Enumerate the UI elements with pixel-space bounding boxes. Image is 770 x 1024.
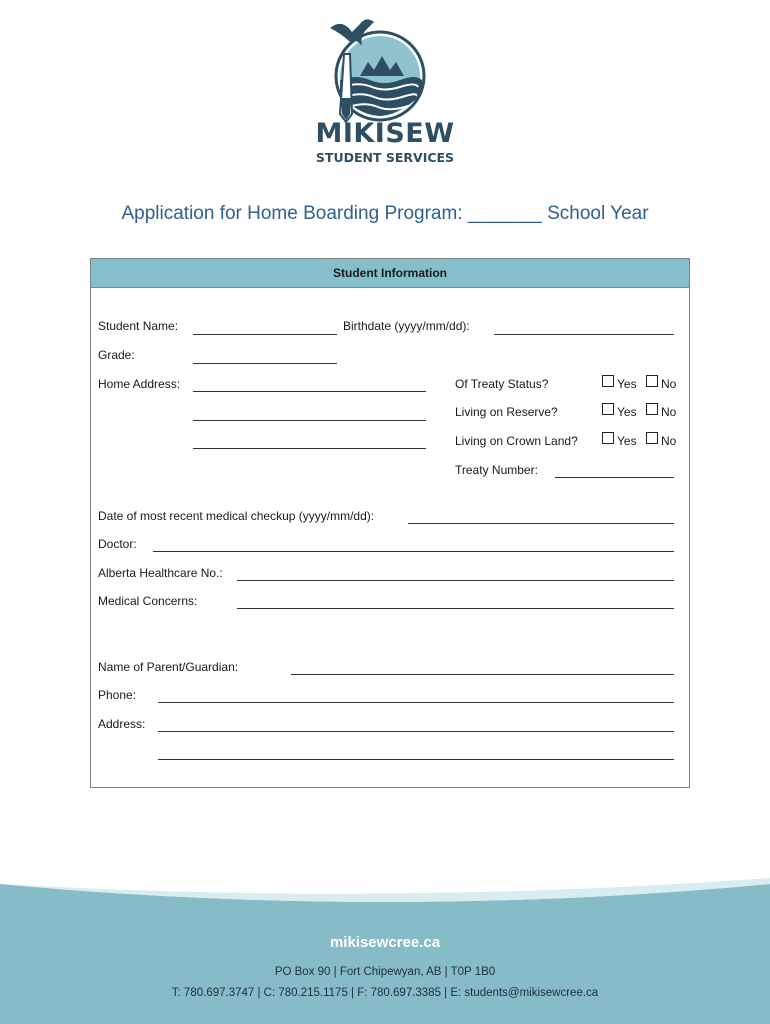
- footer-contact: T: 780.697.3747 | C: 780.215.1175 | F: 780.697.3385 | E: students@mikisewcree.ca: [171, 987, 599, 999]
- crown-land-yes-label: Yes: [617, 434, 637, 448]
- treaty-status-yes-checkbox[interactable]: [602, 375, 614, 387]
- crown-land-label: Living on Crown Land?: [455, 434, 578, 448]
- address-field-2[interactable]: [158, 759, 674, 760]
- treaty-status-yes-label: Yes: [617, 377, 637, 391]
- footer-address: PO Box 90 | Fort Chipewyan, AB | T0P 1B0: [274, 966, 496, 978]
- treaty-number-field[interactable]: [555, 477, 674, 478]
- home-address-field-2[interactable]: [193, 420, 426, 421]
- grade-label: Grade:: [98, 348, 135, 362]
- living-reserve-yes-checkbox[interactable]: [602, 403, 614, 415]
- brand-subtitle: STUDENT SERVICES: [315, 150, 455, 165]
- crown-land-yes-checkbox[interactable]: [602, 432, 614, 444]
- doctor-field[interactable]: [153, 551, 674, 552]
- brand-name: MIKISEW: [315, 118, 455, 149]
- medical-checkup-field[interactable]: [408, 523, 674, 524]
- treaty-number-label: Treaty Number:: [455, 463, 538, 477]
- doctor-label: Doctor:: [98, 537, 137, 551]
- living-reserve-no-checkbox[interactable]: [646, 403, 658, 415]
- living-reserve-no-label: No: [661, 405, 677, 419]
- medical-concerns-field[interactable]: [237, 608, 674, 609]
- treaty-status-no-checkbox[interactable]: [646, 375, 658, 387]
- medical-checkup-label: Date of most recent medical checkup (yyyy/mm/dd):: [98, 509, 375, 523]
- student-information-form: [90, 258, 690, 788]
- student-name-label: Student Name:: [98, 319, 179, 333]
- healthcare-label: Alberta Healthcare No.:: [98, 566, 223, 580]
- parent-label: Name of Parent/Guardian:: [98, 660, 239, 674]
- crown-land-no-label: No: [661, 434, 677, 448]
- birthdate-field[interactable]: [494, 334, 674, 335]
- grade-field[interactable]: [193, 363, 337, 364]
- home-address-label: Home Address:: [98, 377, 181, 391]
- birthdate-label: Birthdate (yyyy/mm/dd):: [343, 319, 470, 333]
- footer-website[interactable]: mikisewcree.ca: [329, 934, 441, 951]
- home-address-field-1[interactable]: [193, 391, 426, 392]
- address-label: Address:: [98, 717, 146, 731]
- treaty-status-label: Of Treaty Status?: [455, 377, 549, 391]
- crown-land-no-checkbox[interactable]: [646, 432, 658, 444]
- home-address-field-3[interactable]: [193, 448, 426, 449]
- address-field-1[interactable]: [158, 731, 674, 732]
- living-reserve-yes-label: Yes: [617, 405, 637, 419]
- living-reserve-label: Living on Reserve?: [455, 405, 558, 419]
- parent-field[interactable]: [291, 674, 674, 675]
- healthcare-field[interactable]: [237, 580, 674, 581]
- treaty-status-no-label: No: [661, 377, 677, 391]
- section-header: Student Information: [91, 259, 689, 288]
- phone-field[interactable]: [158, 702, 674, 703]
- phone-label: Phone:: [98, 688, 137, 702]
- medical-concerns-label: Medical Concerns:: [98, 594, 198, 608]
- student-name-field[interactable]: [193, 334, 337, 335]
- page-title: Application for Home Boarding Program: _______ School Year: [121, 203, 649, 224]
